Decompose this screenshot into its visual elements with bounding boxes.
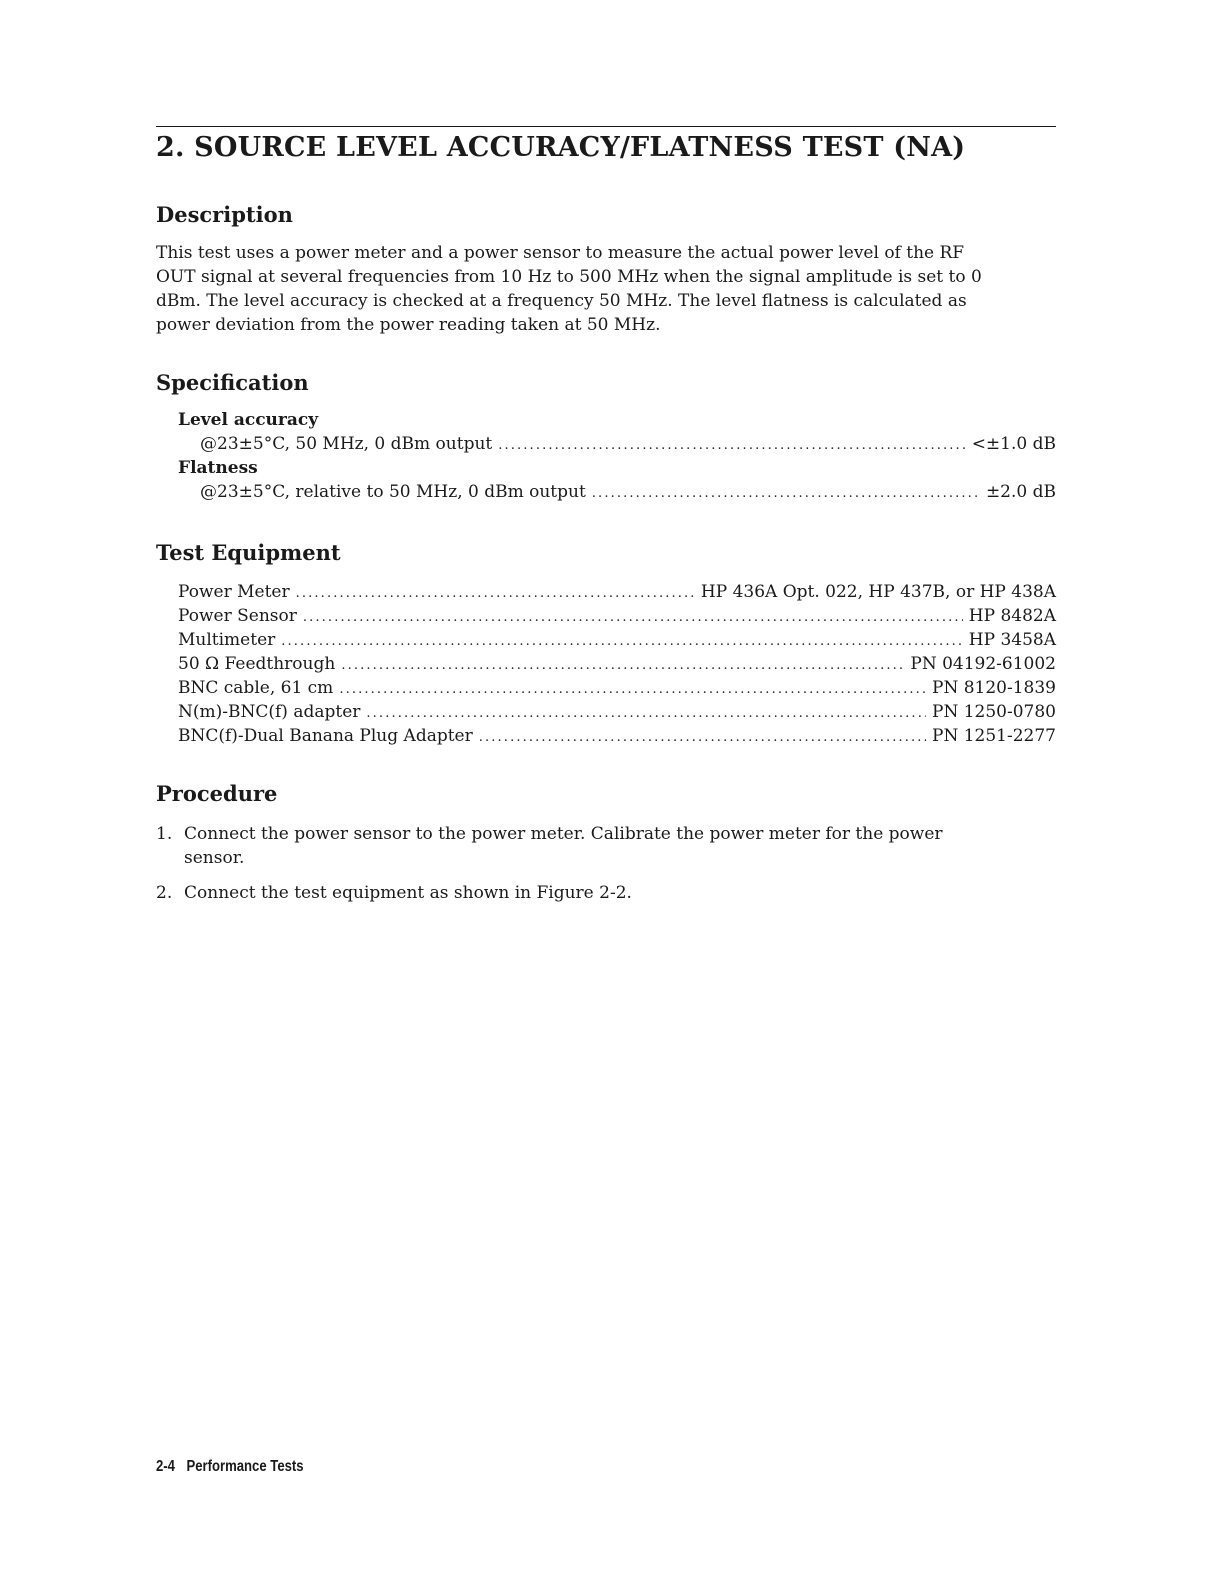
equipment-name: Power Sensor [178, 606, 297, 626]
dot-leader [592, 482, 980, 506]
procedure-heading: Procedure [156, 781, 278, 806]
dot-leader [281, 630, 963, 654]
equipment-row [178, 724, 1056, 748]
description-line: dBm. The level accuracy is checked at a frequency 50 MHz. The level flatness is calculated as [156, 291, 967, 311]
equipment-name: Multimeter [178, 630, 276, 650]
procedure-step [156, 881, 1056, 905]
dot-leader [296, 582, 695, 606]
procedure-list [156, 822, 1056, 916]
procedure-step [156, 822, 1056, 870]
equipment-part: HP 3458A [968, 630, 1056, 650]
dot-leader [366, 702, 926, 726]
equipment-name: BNC cable, 61 cm [178, 678, 334, 698]
flatness-label: Flatness [178, 458, 258, 478]
flatness-condition: @23±5°C, relative to 50 MHz, 0 dBm output [200, 482, 586, 502]
equipment-row [178, 580, 1056, 604]
step-text: Connect the test equipment as shown in Figure 2-2. [184, 883, 632, 903]
equipment-row [178, 628, 1056, 652]
dot-leader [479, 726, 926, 750]
equipment-row [178, 652, 1056, 676]
equipment-part: PN 04192-61002 [910, 654, 1056, 674]
dot-leader [498, 434, 965, 458]
step-number: 2. [156, 883, 173, 903]
step-text: sensor. [184, 848, 245, 868]
level-accuracy-row [178, 432, 1056, 456]
dot-leader [303, 606, 963, 630]
equipment-row [178, 604, 1056, 628]
step-number: 1. [156, 824, 173, 844]
flatness-row [178, 480, 1056, 504]
equipment-name: BNC(f)-Dual Banana Plug Adapter [178, 726, 473, 746]
footer-page-number: 2-4 [156, 1458, 175, 1475]
equipment-part: HP 8482A [968, 606, 1056, 626]
equipment-part: PN 1250-0780 [932, 702, 1056, 722]
test-equipment-heading: Test Equipment [156, 540, 341, 565]
description-heading: Description [156, 202, 293, 227]
equipment-row [178, 676, 1056, 700]
level-accuracy-condition: @23±5°C, 50 MHz, 0 dBm output [200, 434, 493, 454]
specification-heading: Specification [156, 370, 309, 395]
page-footer [156, 1458, 304, 1476]
equipment-row [178, 700, 1056, 724]
flatness-value: ±2.0 dB [985, 482, 1056, 502]
level-accuracy-value: <±1.0 dB [971, 434, 1056, 454]
equipment-part: HP 436A Opt. 022, HP 437B, or HP 438A [700, 582, 1056, 602]
test-equipment-list [178, 580, 1056, 748]
description-line: OUT signal at several frequencies from 10 Hz to 500 MHz when the signal amplitude is set to 0 [156, 267, 982, 287]
description-line: power deviation from the power reading taken at 50 MHz. [156, 315, 661, 335]
header-rule [156, 126, 1056, 127]
dot-leader [341, 654, 904, 678]
equipment-part: PN 8120-1839 [932, 678, 1056, 698]
footer-section-title: Performance Tests [186, 1458, 304, 1475]
step-text: Connect the power sensor to the power meter. Calibrate the power meter for the power [184, 824, 943, 844]
page-title: 2. SOURCE LEVEL ACCURACY/FLATNESS TEST (NA) [156, 132, 966, 163]
description-line: This test uses a power meter and a power sensor to measure the actual power level of the RF [156, 243, 965, 263]
specification-list [178, 408, 1056, 504]
equipment-name: 50 Ω Feedthrough [178, 654, 336, 674]
equipment-name: Power Meter [178, 582, 290, 602]
level-accuracy-label: Level accuracy [178, 410, 319, 430]
equipment-part: PN 1251-2277 [932, 726, 1056, 746]
equipment-name: N(m)-BNC(f) adapter [178, 702, 361, 722]
document-page [156, 0, 1056, 1584]
description-paragraph [156, 241, 1056, 337]
dot-leader [339, 678, 926, 702]
